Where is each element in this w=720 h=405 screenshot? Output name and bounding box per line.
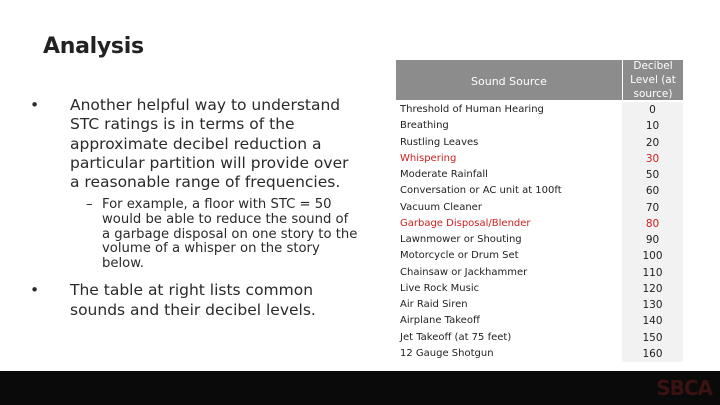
table-cell-decibel-level: 130 xyxy=(642,299,663,311)
table-cell-sound-source: Chainsaw or Jackhammer xyxy=(400,266,528,278)
table-cell-sound-source: Moderate Rainfall xyxy=(400,169,488,180)
decibel-table xyxy=(396,60,683,362)
table-cell-sound-source: Vacuum Cleaner xyxy=(400,201,482,213)
table-header-row xyxy=(396,60,683,100)
bullet-marker: • xyxy=(30,281,40,300)
table-cell-sound-source: Conversation or AC unit at 100ft xyxy=(400,185,562,197)
footer-bar xyxy=(0,371,720,405)
table-body xyxy=(396,100,683,362)
table-cell-decibel-level: 120 xyxy=(642,282,663,295)
bullet-text: The table at right lists common sounds and their decibel levels. xyxy=(70,281,316,319)
table-cell-sound-source: Garbage Disposal/Blender xyxy=(400,217,531,229)
bullet-item xyxy=(30,96,360,192)
table-cell-decibel-level: 30 xyxy=(645,152,660,165)
table-cell-decibel-level: 160 xyxy=(642,347,663,360)
table-cell-sound-source: Airplane Takeoff xyxy=(400,315,480,327)
column-header-decibel-level: Decibel Level (at source) xyxy=(630,60,676,100)
slide-title: Analysis xyxy=(43,34,144,59)
table-cell-sound-source: Jet Takeoff (at 75 feet) xyxy=(400,331,512,343)
table-cell-sound-source: 12 Gauge Shotgun xyxy=(400,347,494,359)
sound-source-column xyxy=(396,102,622,362)
sbca-logo: SBCA xyxy=(656,376,712,400)
table-cell-decibel-level: 70 xyxy=(645,201,660,214)
table-cell-decibel-level: 150 xyxy=(642,331,663,344)
bullet-list xyxy=(30,96,360,320)
table-cell-sound-source: Air Raid Siren xyxy=(400,299,468,310)
table-cell-decibel-level: 90 xyxy=(645,234,660,246)
column-header-sound-source: Sound Source xyxy=(396,60,623,100)
bullet-text: Another helpful way to understand STC ratings is in terms of the approximate decibel reduction a particular partition will provide over a reasonable range of frequencies. xyxy=(70,96,349,192)
table-cell-sound-source: Whispering xyxy=(400,152,457,164)
table-cell-sound-source: Live Rock Music xyxy=(400,282,480,294)
table-cell-decibel-level: 10 xyxy=(645,120,660,133)
bullet-marker: • xyxy=(30,96,40,114)
sub-bullet-item xyxy=(86,198,360,271)
table-cell-decibel-level: 60 xyxy=(645,185,660,198)
table-cell-sound-source: Threshold of Human Hearing xyxy=(400,104,544,115)
sub-bullet-text: For example, a floor with STC = 50 would be able to reduce the sound of a garbage disposal on one story to the volume of a whisper on the story below. xyxy=(102,197,358,271)
table-cell-decibel-level: 140 xyxy=(642,315,663,328)
table-cell-decibel-level: 50 xyxy=(645,169,660,181)
table-cell-sound-source: Lawnmower or Shouting xyxy=(400,234,522,245)
table-cell-decibel-level: 100 xyxy=(642,250,663,263)
bullet-item xyxy=(30,281,360,320)
table-cell-sound-source: Motorcycle or Drum Set xyxy=(400,250,519,262)
table-cell-decibel-level: 80 xyxy=(645,217,660,230)
decibel-level-column xyxy=(622,102,683,362)
table-cell-sound-source: Breathing xyxy=(400,120,449,132)
sub-bullet-marker: – xyxy=(86,197,93,213)
table-cell-sound-source: Rustling Leaves xyxy=(400,136,479,148)
table-cell-decibel-level: 20 xyxy=(645,136,660,149)
table-cell-decibel-level: 110 xyxy=(642,266,663,279)
table-cell-decibel-level: 0 xyxy=(649,104,656,116)
